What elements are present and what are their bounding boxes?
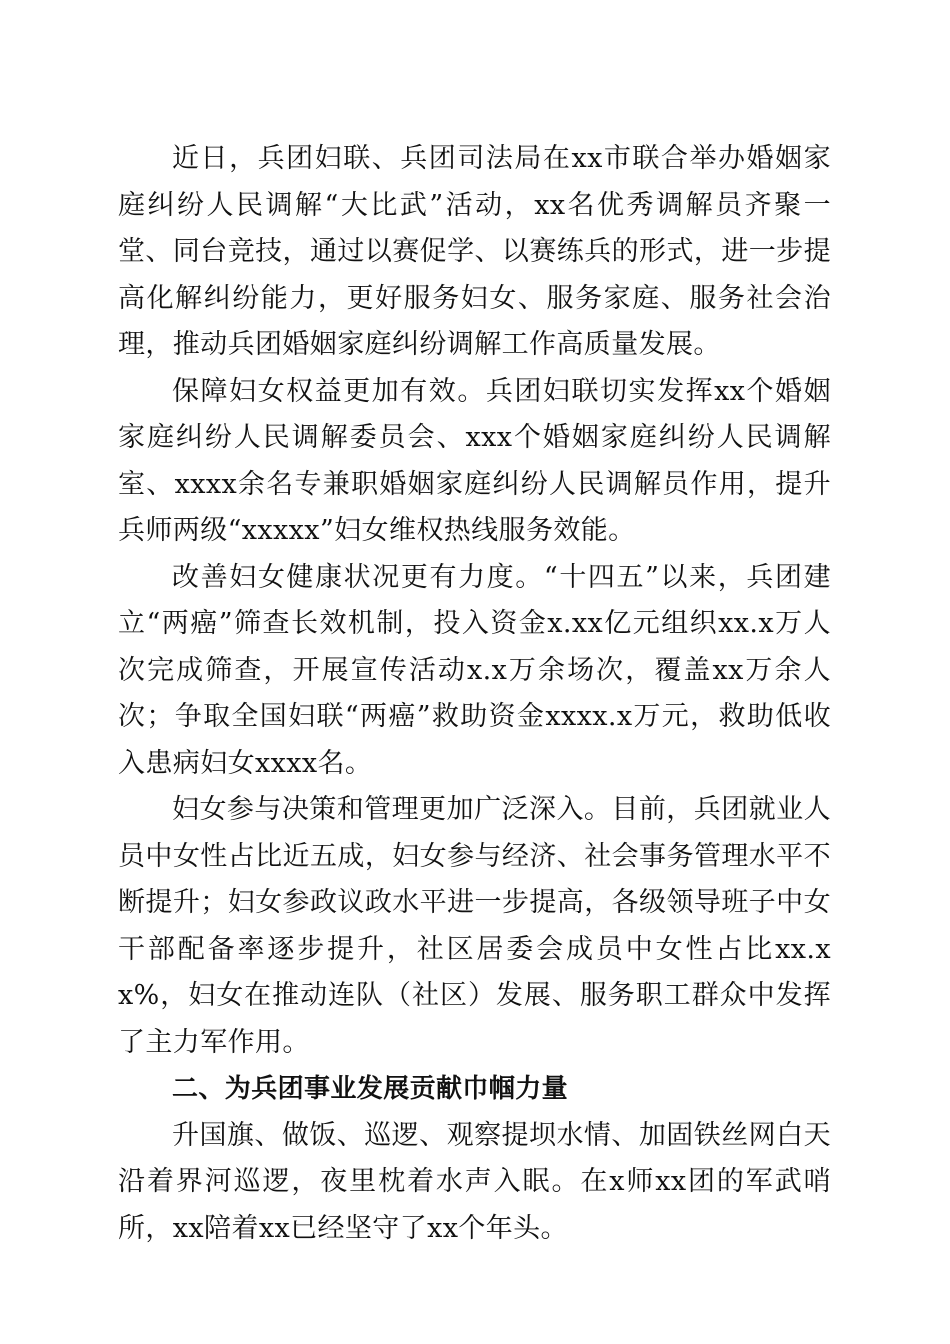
document-body [118, 136, 831, 1252]
section-heading: 二、为兵团事业发展贡献巾帼力量 [172, 1074, 569, 1104]
paragraph-decision-participation: 妇女参与决策和管理更加广泛深入。目前，兵团就业人员中女性占比近五成，妇女参与经济、社会事务管理水平不断提升；妇女参政议政水平进一步提高，各级领导班子中女干部配备率逐步提升，社区居委会成员中女性占比xx.xx%，妇女在推动连队（社区）发展、服务职工群众中发挥了主力军作用。 [118, 794, 831, 1058]
paragraph-rights-protection: 保障妇女权益更加有效。兵团妇联切实发挥xx个婚姻家庭纠纷人民调解委员会、xxx个婚姻家庭纠纷人民调解室、xxxx余名专兼职婚姻家庭纠纷人民调解员作用，提升兵师两级“xxxxx”妇女维权热线服务效能。 [118, 375, 831, 546]
paragraph-health-screening: 改善妇女健康状况更有力度。“十四五”以来，兵团建立“两癌”筛查长效机制，投入资金x.xx亿元组织xx.x万人次完成筛查，开展宣传活动x.x万余场次，覆盖xx万余人次；争取全国妇联“两癌”救助资金xxxx.x万元，救助低收入患病妇女xxxx名。 [118, 561, 831, 779]
paragraph-border-post: 升国旗、做饭、巡逻、观察提坝水情、加固铁丝网白天沿着界河巡逻，夜里枕着水声入眠。在x师xx团的军武哨所，xx陪着xx已经坚守了xx个年头。 [118, 1119, 831, 1244]
paragraph-mediation-contest: 近日，兵团妇联、兵团司法局在xx市联合举办婚姻家庭纠纷人民调解“大比武”活动，xx名优秀调解员齐聚一堂、同台竞技，通过以赛促学、以赛练兵的形式，进一步提高化解纠纷能力，更好服务妇女、服务家庭、服务社会治理，推动兵团婚姻家庭纠纷调解工作高质量发展。 [118, 143, 831, 360]
